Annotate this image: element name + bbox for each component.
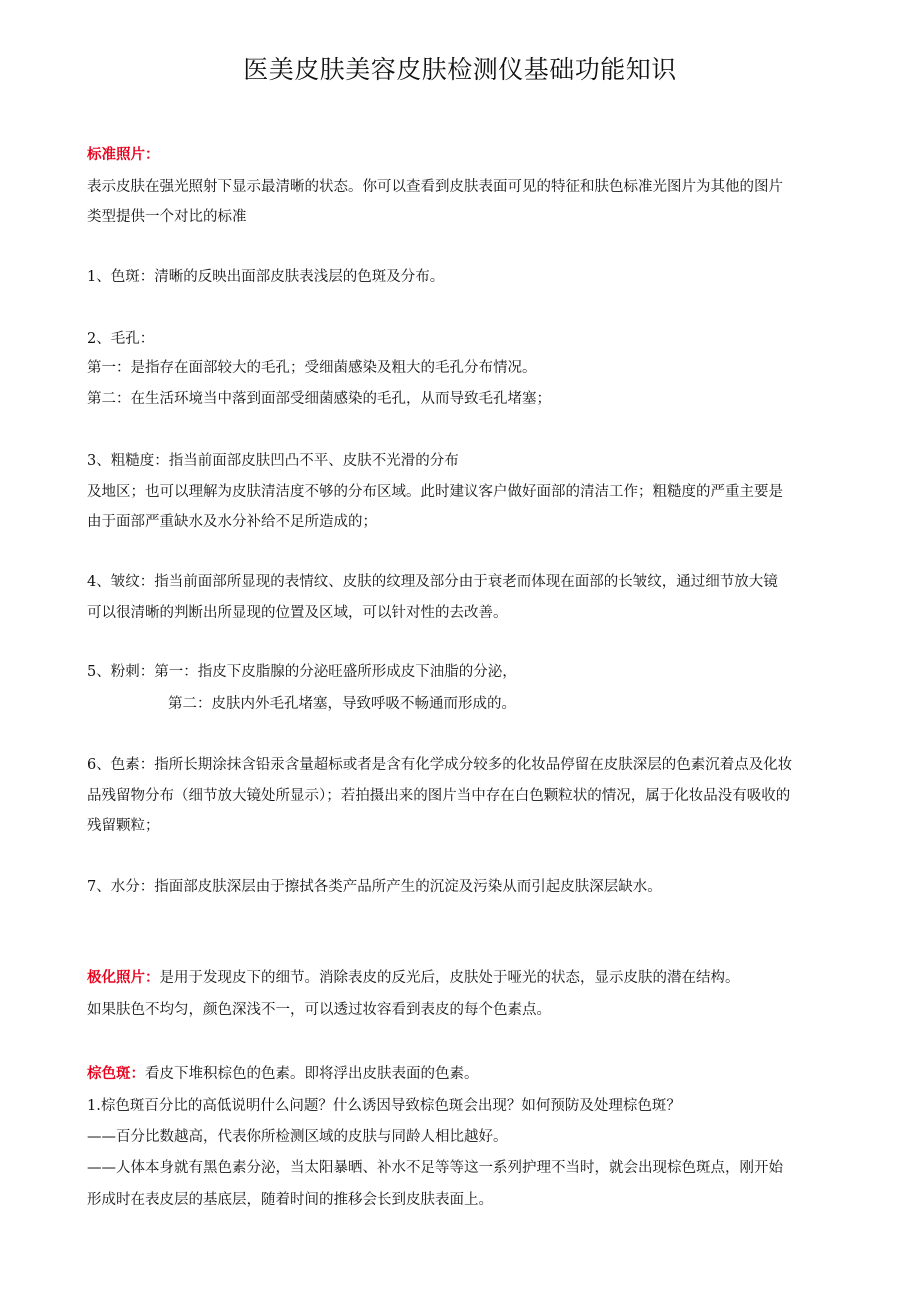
- polarized-photo-heading: 极化照片：: [87, 969, 160, 986]
- item-1: 1、色斑：清晰的反映出面部皮肤表浅层的色斑及分布。: [87, 269, 445, 285]
- paragraph-line: 类型提供一个对比的标准: [87, 209, 247, 225]
- paragraph-line: 表示皮肤在强光照射下显示最清晰的状态。你可以查看到皮肤表面可见的特征和肤色标准光图片为其他的图片: [87, 179, 783, 195]
- item-3-line: 由于面部严重缺水及水分补给不足所造成的；: [87, 514, 377, 530]
- item-6-line: 残留颗粒；: [87, 818, 160, 834]
- brown-spot-text: 看皮下堆积棕色的色素。即将浮出皮肤表面的色素。: [145, 1066, 479, 1082]
- item-3-line: 3、粗糙度：指当前面部皮肤凹凸不平、皮肤不光滑的分布: [87, 453, 459, 469]
- brown-spot-answer: ——人体本身就有黑色素分泌，当太阳暴晒、补水不足等等这一系列护理不当时，就会出现棕色斑点，刚开始: [87, 1160, 783, 1176]
- brown-spot-answer: ——百分比数越高，代表你所检测区域的皮肤与同龄人相比越好。: [87, 1129, 508, 1145]
- item-6-line: 6、色素：指所长期涂抹含铅汞含量超标或者是含有化学成分较多的化妆品停留在皮肤深层的色素沉着点及化妆: [87, 757, 793, 773]
- item-2-title: 2、毛孔：: [87, 331, 155, 347]
- polarized-line: [87, 968, 847, 988]
- polarized-line-2: 如果肤色不均匀，颜色深浅不一，可以透过妆容看到表皮的每个色素点。: [87, 1002, 551, 1018]
- item-2-line: 第二：在生活环境当中落到面部受细菌感染的毛孔，从而导致毛孔堵塞；: [87, 391, 551, 407]
- item-4-line: 可以很清晰的判断出所显现的位置及区域，可以针对性的去改善。: [87, 605, 508, 621]
- item-4-line: 4、皱纹：指当前面部所显现的表情纹、皮肤的纹理及部分由于衰老而体现在面部的长皱纹，通过细节放大镜: [87, 574, 778, 590]
- item-7: 7、水分：指面部皮肤深层由于擦拭各类产品所产生的沉淀及污染从而引起皮肤深层缺水。: [87, 879, 662, 895]
- standard-photo-heading: 标准照片：: [87, 146, 160, 163]
- item-6-line: 品残留物分布（细节放大镜处所显示）；若拍摄出来的图片当中存在白色颗粒状的情况，属于化妆品没有吸收的: [87, 788, 791, 804]
- brown-spot-question: 1.棕色斑百分比的高低说明什么问题？什么诱因导致棕色斑会出现？如何预防及处理棕色斑？: [87, 1098, 681, 1114]
- brown-spot-answer: 形成时在表皮层的基底层，随着时间的推移会长到皮肤表面上。: [87, 1192, 493, 1208]
- item-5-line: 5、粉刺：第一：指皮下皮脂腺的分泌旺盛所形成皮下油脂的分泌，: [87, 664, 517, 680]
- item-3-line: 及地区；也可以理解为皮肤清洁度不够的分布区域。此时建议客户做好面部的清洁工作；粗糙度的严重主要是: [87, 484, 783, 500]
- polarized-text: 是用于发现皮下的细节。消除表皮的反光后，皮肤处于哑光的状态，显示皮肤的潜在结构。: [159, 970, 740, 986]
- brown-spot-line: [87, 1064, 847, 1084]
- document-title: 医美皮肤美容皮肤检测仪基础功能知识: [243, 55, 677, 84]
- item-5-line: 第二：皮肤内外毛孔堵塞，导致呼吸不畅通而形成的。: [168, 696, 516, 712]
- brown-spot-heading: 棕色斑：: [87, 1065, 145, 1082]
- item-2-line: 第一：是指存在面部较大的毛孔；受细菌感染及粗大的毛孔分布情况。: [87, 360, 537, 376]
